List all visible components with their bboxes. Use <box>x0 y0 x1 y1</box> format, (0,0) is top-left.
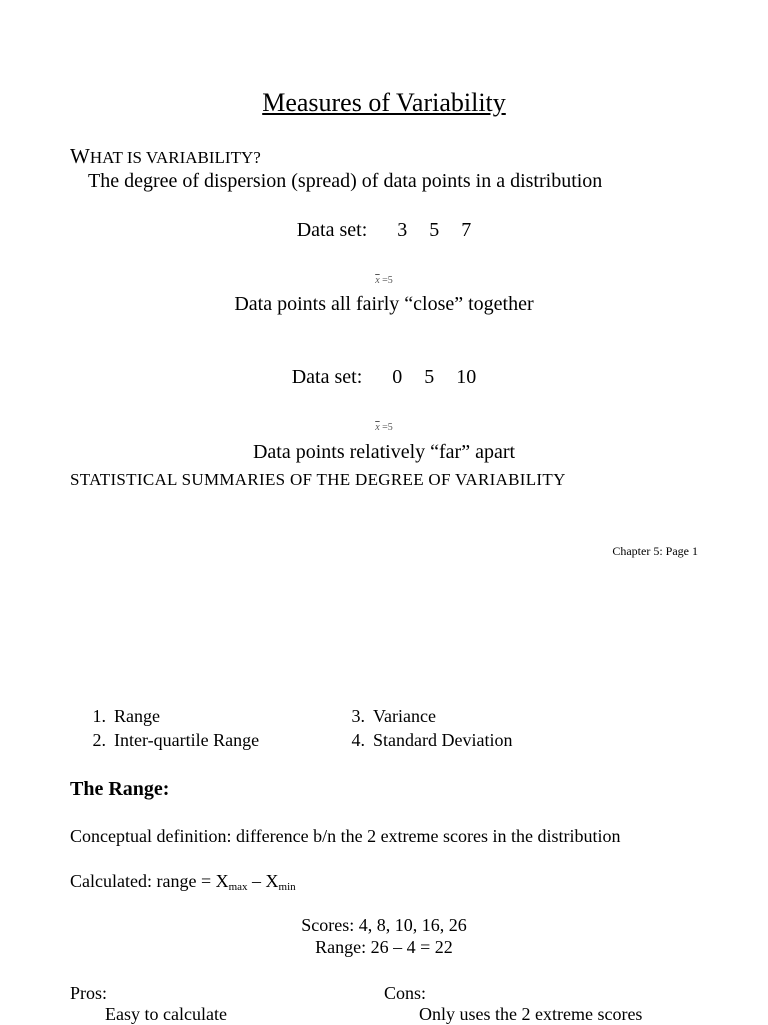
range-example: Range: 26 – 4 = 22 <box>315 937 453 957</box>
dataset-2-caption: Data points relatively “far” apart <box>252 441 516 463</box>
what-heading-initial: W <box>70 144 90 168</box>
list-item: 2. Inter-quartile Range <box>92 730 260 750</box>
list-item: 3. Variance <box>351 706 436 726</box>
what-heading <box>70 144 261 169</box>
dataset-value: 7 <box>461 219 472 241</box>
page-title: Measures of Variability <box>262 88 506 117</box>
range-heading: The Range: <box>70 778 170 800</box>
mean-value: =5 <box>382 422 393 433</box>
dataset-1 <box>0 219 768 242</box>
dataset-value: 10 <box>456 366 477 388</box>
list-item: 1. Range <box>92 706 160 726</box>
pros-item: Easy to calculate <box>105 1004 227 1024</box>
mean-formula-2 <box>0 422 768 433</box>
dataset-value: 5 <box>424 366 435 388</box>
pros-label: Pros: <box>70 983 108 1003</box>
scores-example: Scores: 4, 8, 10, 16, 26 <box>301 915 467 935</box>
dataset-value: 3 <box>397 219 408 241</box>
definition-text: The degree of dispersion (spread) of data points in a distribution <box>88 170 603 192</box>
list-item: 4. Standard Deviation <box>351 730 513 750</box>
mean-symbol: $\overline{x}$ <box>375 422 380 433</box>
conceptual-definition: Conceptual definition: difference b/n the 2 extreme scores in the distribution <box>70 826 621 846</box>
dataset-label: Data set: <box>291 366 363 388</box>
mean-symbol: $\overline{x}$ <box>375 275 380 286</box>
page-footer: Chapter 5: Page 1 <box>612 544 698 558</box>
what-heading-rest: HAT IS VARIABILITY? <box>89 148 261 167</box>
dataset-2 <box>0 366 768 389</box>
cons-label: Cons: <box>384 983 427 1003</box>
range-formula: Calculated: range = $X_{max} - X_{min}$ <box>70 871 296 893</box>
dataset-label: Data set: <box>296 219 368 241</box>
mean-formula-1 <box>0 275 768 286</box>
dataset-value: 0 <box>392 366 403 388</box>
stat-summaries-heading: STATISTICAL SUMMARIES OF THE DEGREE OF VARIABILITY <box>70 470 566 489</box>
dataset-value: 5 <box>429 219 440 241</box>
mean-value: =5 <box>382 275 393 286</box>
dataset-1-caption: Data points all fairly “close” together <box>234 293 534 315</box>
cons-item: Only uses the 2 extreme scores <box>419 1004 643 1024</box>
